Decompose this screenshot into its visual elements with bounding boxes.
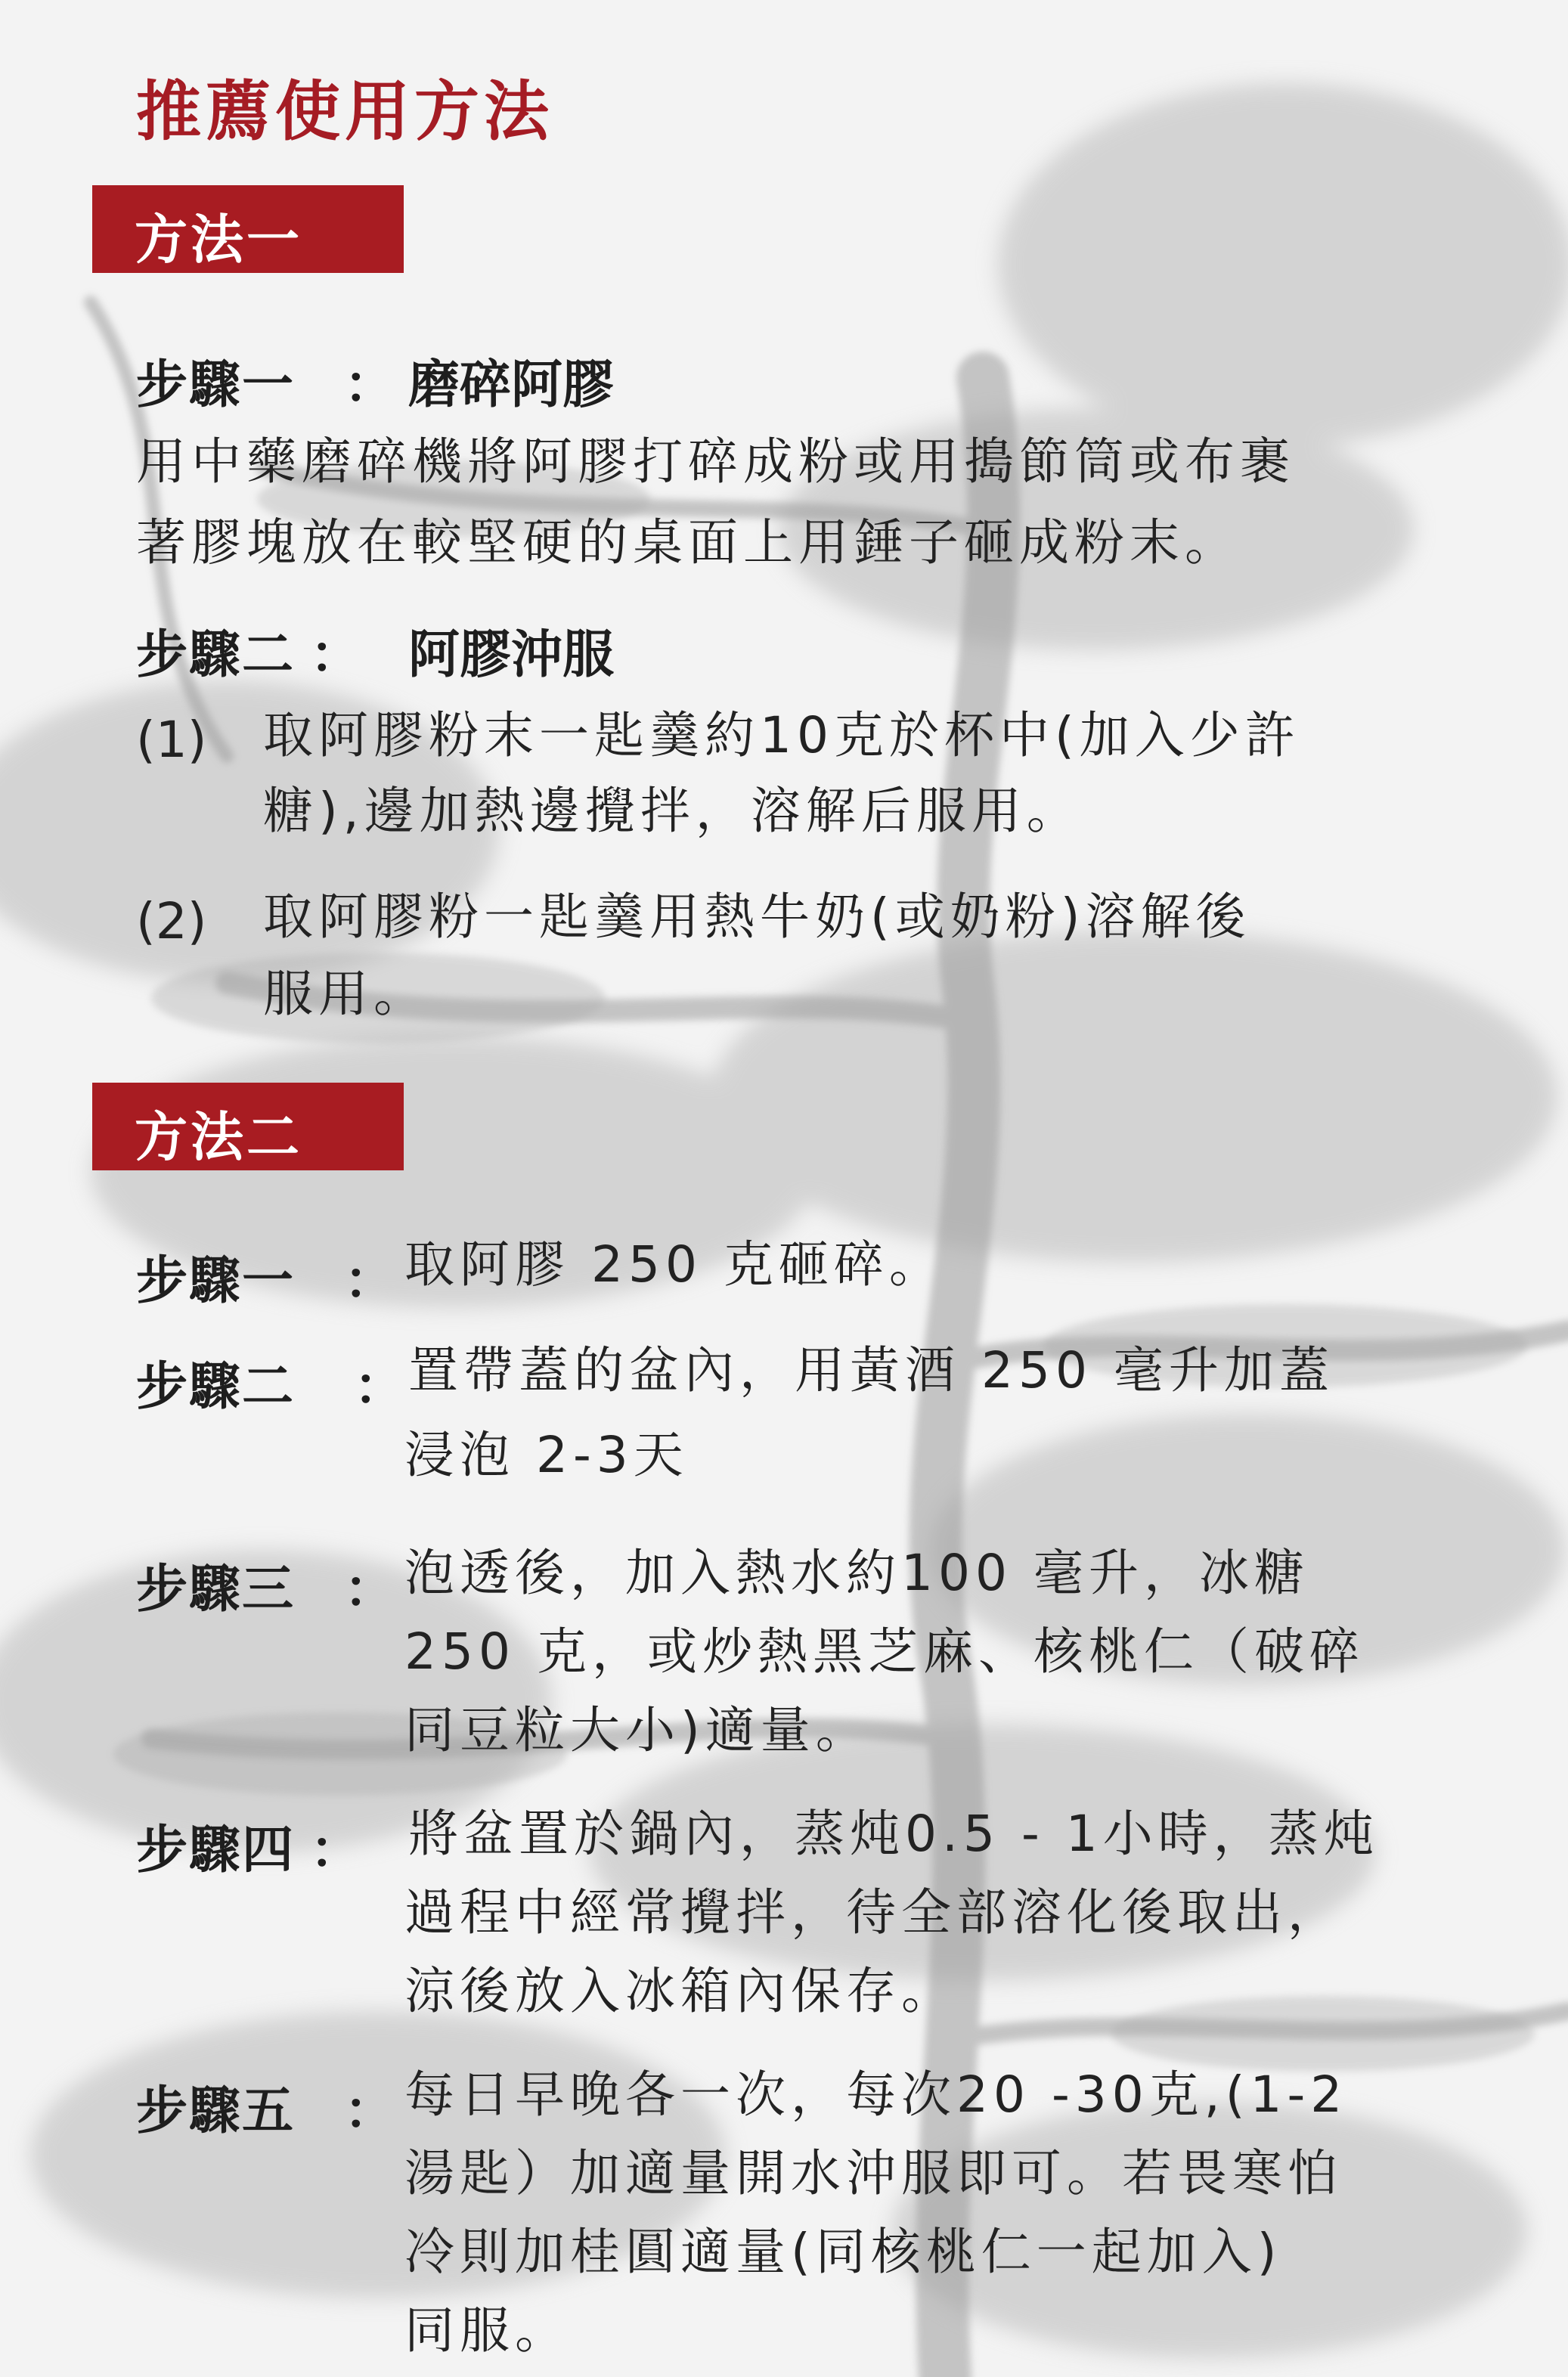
m2-step3-line: 同豆粒大小)適量。 — [404, 1701, 871, 1759]
method-1-banner — [92, 185, 404, 273]
method-1-label: 方法一 — [135, 209, 302, 271]
m1-item1-line: 取阿膠粉末一匙羹約10克於杯中(加入少許 — [263, 706, 1300, 764]
m1-item2-line: 服用。 — [263, 965, 429, 1023]
m2-step5-line: 每日早晚各一次，每次20 -30克,(1-2 — [404, 2066, 1348, 2124]
m1-step1-line: 用中藥磨碎機將阿膠打碎成粉或用搗節筒或布裹 — [136, 432, 1295, 491]
m2-step5-label: 步驟五 — [136, 2081, 296, 2141]
m1-step2-label: 步驟二 — [136, 625, 296, 685]
page-title: 推薦使用方法 — [136, 74, 553, 150]
m2-step3-line: 250 克，或炒熱黑芝麻、核桃仁（破碎 — [404, 1622, 1365, 1681]
m1-item2-line: 取阿膠粉一匙羹用熱牛奶(或奶粉)溶解後 — [263, 888, 1251, 946]
m1-step2-colon: ： — [310, 625, 364, 685]
m1-step1-heading: 磨碎阿膠 — [408, 355, 615, 415]
m2-step4-label: 步驟四 — [136, 1821, 296, 1880]
m1-step1-label: 步驟一 — [136, 355, 296, 415]
m2-step1-colon: ： — [344, 1251, 398, 1311]
m2-step5-line: 湯匙）加適量開水沖服即可。若畏寒怕 — [404, 2144, 1343, 2202]
m2-step4-colon: ： — [310, 1821, 364, 1880]
m1-item1-number: (1) — [136, 711, 207, 769]
m2-step2-line: 浸泡 2-3天 — [404, 1426, 689, 1484]
m2-step3-line: 泡透後，加入熱水約100 毫升，冰糖 — [404, 1544, 1309, 1602]
m1-step1-colon: ： — [344, 355, 398, 415]
method-2-label: 方法二 — [135, 1106, 302, 1168]
m2-step4-line: 過程中經常攪拌，待全部溶化後取出， — [404, 1883, 1343, 1942]
m2-step5-colon: ： — [344, 2081, 398, 2141]
m2-step4-line: 將盆置於鍋內，蒸炖0.5 - 1小時，蒸炖 — [408, 1805, 1379, 1863]
m1-item2-number: (2) — [136, 892, 207, 950]
m2-step4-line: 涼後放入冰箱內保存。 — [404, 1962, 956, 2020]
m2-step2-colon: ： — [354, 1357, 407, 1417]
m2-step2-label: 步驟二 — [136, 1357, 296, 1417]
m1-step1-line: 著膠塊放在較堅硬的桌面上用錘子砸成粉末。 — [136, 513, 1240, 572]
m2-step5-line: 冷則加桂圓適量(同核桃仁一起加入) — [404, 2223, 1282, 2281]
m2-step1-label: 步驟一 — [136, 1251, 296, 1311]
m2-step2-line: 置帶蓋的盆內，用黃酒 250 毫升加蓋 — [408, 1341, 1334, 1399]
m2-step5-line: 同服。 — [404, 2301, 570, 2360]
m1-step2-heading: 阿膠沖服 — [408, 625, 615, 685]
m2-step1-line: 取阿膠 250 克砸碎。 — [404, 1235, 944, 1294]
method-2-banner — [92, 1083, 404, 1170]
m2-step3-colon: ： — [344, 1560, 398, 1619]
m2-step3-label: 步驟三 — [136, 1560, 296, 1619]
m1-item1-line: 糖),邊加熱邊攪拌，溶解后服用。 — [263, 782, 1082, 840]
